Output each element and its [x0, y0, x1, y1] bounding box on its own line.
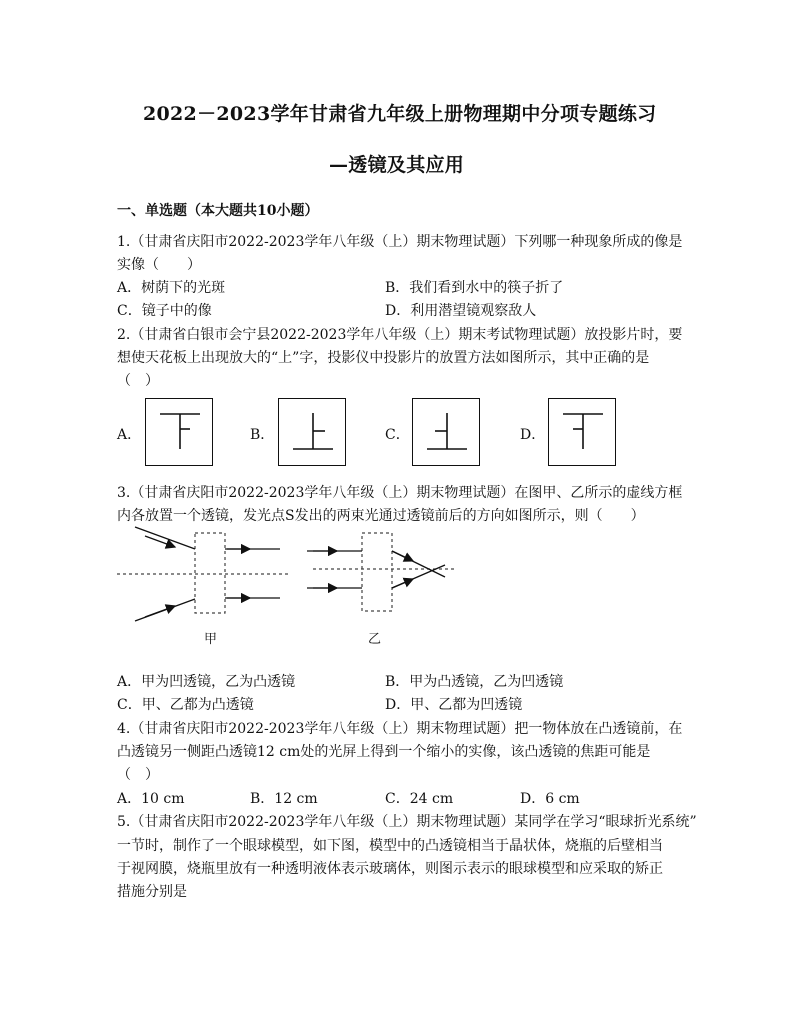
option-d[interactable]: D．甲、乙都为凹透镜	[385, 697, 523, 713]
question-stem-line: （ ）	[117, 373, 159, 389]
question-stem-line: 措施分别是	[117, 884, 187, 900]
option-d[interactable]: D．	[520, 427, 546, 443]
option-b[interactable]: B．12 cm	[250, 791, 318, 807]
section-heading: 一、单选题（本大题共10小题）	[117, 203, 319, 219]
question-stem-line: 于视网膜，烧瓶里放有一种透明液体表示玻璃体，则图示表示的眼球模型和应采取的矫正	[117, 861, 663, 877]
lens-diagram-jia	[115, 525, 315, 625]
inverted-character-glyph	[146, 399, 214, 467]
question-stem-line: 一节时，制作了一个眼球模型，如下图，模型中的凸透镜相当于晶状体，烧瓶的后壁相当	[117, 838, 663, 854]
option-a[interactable]: A．	[117, 427, 142, 443]
option-c[interactable]: C．甲、乙都为凸透镜	[117, 697, 254, 713]
option-b[interactable]: B．我们看到水中的筷子折了	[385, 280, 564, 296]
question-stem-line: 内各放置一个透镜，发光点S发出的两束光通过透镜前后的方向如图所示，则（ ）	[117, 508, 645, 524]
inverted-mirrored-character-glyph	[549, 399, 617, 467]
question-stem-line: 5.（甘肃省庆阳市2022-2023学年八年级（上）期末物理试题）某同学在学习“眼球折光系统”	[117, 814, 697, 830]
option-a[interactable]: A．树荫下的光斑	[117, 280, 226, 296]
question-stem-line: （ ）	[117, 767, 159, 783]
option-a[interactable]: A．10 cm	[117, 791, 185, 807]
question-stem-line: 凸透镜另一侧距凸透镜12 cm处的光屏上得到一个缩小的实像，该凸透镜的焦距可能是	[117, 744, 651, 760]
option-c[interactable]: C．	[385, 427, 410, 443]
question-stem-line: 2.（甘肃省白银市会宁县2022-2023学年八年级（上）期末考试物理试题）放投影片时，要	[117, 327, 683, 343]
option-d[interactable]: D．6 cm	[520, 791, 580, 807]
option-a[interactable]: A．甲为凹透镜，乙为凸透镜	[117, 674, 296, 690]
upright-character-glyph	[279, 399, 347, 467]
slide-figure-a	[145, 398, 213, 466]
slide-figure-b	[278, 398, 346, 466]
question-stem-line: 1.（甘肃省庆阳市2022-2023学年八年级（上）期末物理试题）下列哪一种现象所成的像是	[117, 234, 683, 250]
mirrored-character-glyph	[413, 399, 481, 467]
option-c[interactable]: C．24 cm	[385, 791, 454, 807]
page-title: 2022－2023学年甘肃省九年级上册物理期中分项专题练习	[143, 103, 657, 125]
question-stem-line: 想使天花板上出现放大的“上”字，投影仪中投影片的放置方法如图所示，其中正确的是	[117, 350, 650, 366]
slide-figure-c	[412, 398, 480, 466]
option-c[interactable]: C．镜子中的像	[117, 303, 212, 319]
question-stem-line: 3.（甘肃省庆阳市2022-2023学年八年级（上）期末物理试题）在图甲、乙所示的虚线方框	[117, 485, 683, 501]
option-d[interactable]: D．利用潜望镜观察敌人	[385, 303, 537, 319]
option-b[interactable]: B．甲为凸透镜，乙为凹透镜	[385, 674, 564, 690]
lens-diagram-yi	[305, 525, 465, 625]
page-subtitle: —透镜及其应用	[329, 154, 465, 176]
question-stem-line: 4.（甘肃省庆阳市2022-2023学年八年级（上）期末物理试题）把一物体放在凸透镜前，在	[117, 721, 683, 737]
figure-label-jia: 甲	[204, 632, 218, 647]
figure-label-yi: 乙	[368, 632, 382, 647]
slide-figure-d	[548, 398, 616, 466]
option-b[interactable]: B．	[250, 427, 275, 443]
question-stem-line: 实像（ ）	[117, 257, 201, 273]
